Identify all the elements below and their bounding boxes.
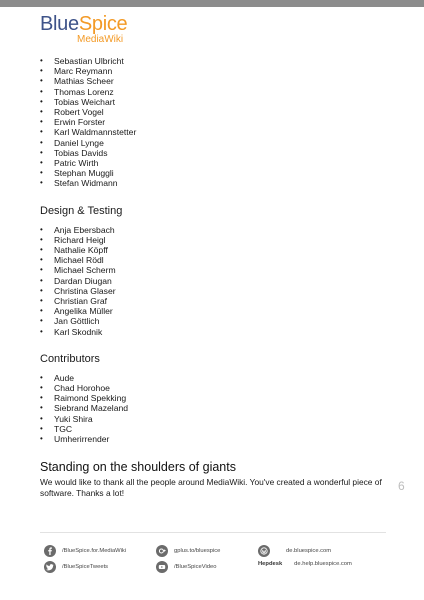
person-name: Christina Glaser (54, 285, 116, 296)
person-name: Karl Skodnik (54, 326, 103, 337)
list-item (40, 286, 390, 296)
list-item (40, 255, 390, 265)
person-name: Patric Wirth (54, 158, 99, 169)
giants-heading: Standing on the shoulders of giants (40, 460, 236, 475)
youtube-icon (156, 561, 168, 573)
list-item (40, 225, 390, 235)
person-name: Sebastian Ulbricht (54, 56, 124, 66)
design-testing-heading: Design & Testing (40, 204, 123, 217)
person-name: Siebrand Mazeland (54, 403, 129, 414)
helpdesk-label: Hepdesk (258, 561, 283, 567)
person-name: Daniel Lynge (54, 137, 104, 148)
bullet-marker: • (40, 178, 43, 188)
footer-gplus[interactable] (156, 545, 220, 557)
bullet-marker: • (40, 306, 43, 316)
person-name: Stefan Widmann (54, 178, 118, 189)
wordpress-icon (258, 545, 270, 557)
twitter-icon (44, 561, 56, 573)
facebook-icon (44, 545, 56, 557)
list-item (40, 327, 390, 337)
footer-helpdesk[interactable] (258, 561, 352, 567)
bullet-marker: • (40, 137, 43, 147)
person-name: Aude (54, 372, 75, 383)
bullet-marker: • (40, 86, 43, 96)
twitter-link[interactable]: /BlueSpiceTweets (62, 564, 109, 570)
helpdesk-link[interactable]: de.help.bluespice.com (294, 561, 352, 567)
footer (0, 540, 424, 580)
google-plus-icon (156, 545, 168, 557)
list-item (40, 393, 390, 403)
page-number: 6 (398, 479, 405, 493)
list-item (40, 127, 390, 137)
person-name: Anja Ebersbach (54, 224, 115, 235)
list-item (40, 414, 390, 424)
person-name: Nathalie Köpff (54, 245, 108, 256)
bullet-marker: • (40, 56, 43, 65)
bullet-marker: • (40, 285, 43, 295)
person-name: Thomas Lorenz (54, 86, 114, 97)
list-item (40, 276, 390, 286)
person-name: Erwin Forster (54, 117, 106, 128)
person-name: Dardan Diugan (54, 275, 112, 286)
youtube-link[interactable]: /BlueSpiceVideo (174, 564, 217, 570)
list-item (40, 148, 390, 158)
bullet-marker: • (40, 275, 43, 285)
logo-subtitle: MediaWiki (77, 34, 124, 45)
developers-list (40, 56, 390, 189)
bullet-marker: • (40, 66, 43, 76)
list-item (40, 383, 390, 393)
bullet-marker: • (40, 127, 43, 137)
list-item (40, 138, 390, 148)
design-testing-list (40, 225, 390, 337)
person-name: Mathias Scheer (54, 76, 114, 87)
list-item (40, 296, 390, 306)
footer-twitter[interactable] (44, 561, 108, 573)
person-name: Chad Horohoe (54, 383, 110, 394)
person-name: Tobias Weichart (54, 96, 115, 107)
footer-website[interactable] (258, 545, 331, 557)
bullet-marker: • (40, 147, 43, 157)
list-item (40, 403, 390, 413)
person-name: Tobias Davids (54, 147, 108, 158)
bullet-marker: • (40, 117, 43, 127)
list-item (40, 434, 390, 444)
list-item (40, 316, 390, 326)
person-name: Michael Scherm (54, 265, 116, 276)
list-item (40, 373, 390, 383)
bullet-marker: • (40, 224, 43, 234)
bullet-marker: • (40, 393, 43, 403)
bullet-marker: • (40, 423, 43, 433)
footer-facebook[interactable] (44, 545, 126, 557)
bullet-marker: • (40, 255, 43, 265)
list-item (40, 76, 390, 86)
bullet-marker: • (40, 76, 43, 86)
bullet-marker: • (40, 413, 43, 423)
list-item (40, 424, 390, 434)
bullet-marker: • (40, 168, 43, 178)
facebook-link[interactable]: /BlueSpice.for.MediaWiki (62, 548, 127, 554)
list-item (40, 306, 390, 316)
footer-divider (40, 532, 386, 533)
bullet-marker: • (40, 265, 43, 275)
bullet-marker: • (40, 296, 43, 306)
list-item (40, 66, 390, 76)
logo-spice: Spice (78, 13, 128, 35)
person-name: Richard Heigl (54, 234, 106, 245)
person-name: Yuki Shira (54, 413, 93, 424)
contributors-list (40, 373, 390, 444)
bullet-marker: • (40, 96, 43, 106)
list-item (40, 178, 390, 188)
website-link[interactable]: de.bluespice.com (286, 548, 332, 554)
list-item (40, 235, 390, 245)
bullet-marker: • (40, 234, 43, 244)
logo-wordmark (40, 14, 130, 34)
gplus-link[interactable]: gplus.to/bluespice (174, 548, 221, 554)
bullet-marker: • (40, 245, 43, 255)
person-name: Marc Reymann (54, 66, 113, 77)
person-name: Raimond Spekking (54, 393, 127, 404)
list-item (40, 56, 390, 66)
bullet-marker: • (40, 403, 43, 413)
bullet-marker: • (40, 158, 43, 168)
person-name: Stephan Muggli (54, 168, 114, 179)
footer-youtube[interactable] (156, 561, 216, 573)
list-item (40, 97, 390, 107)
bullet-marker: • (40, 326, 43, 336)
list-item (40, 87, 390, 97)
list-item (40, 158, 390, 168)
list-item (40, 168, 390, 178)
bluespice-logo (40, 14, 130, 46)
bullet-marker: • (40, 107, 43, 117)
person-name: Christian Graf (54, 296, 108, 307)
giants-text: We would like to thank all the people around MediaWiki. You've created a wonderful piece of software. Thanks a lot! (40, 477, 382, 498)
list-item (40, 265, 390, 275)
person-name: Karl Waldmannstetter (54, 127, 137, 138)
top-bar (0, 0, 424, 7)
bullet-marker: • (40, 372, 43, 382)
bullet-marker: • (40, 383, 43, 393)
person-name: Umherirrender (54, 434, 110, 445)
person-name: Jan Göttlich (54, 316, 100, 327)
list-item (40, 117, 390, 127)
bullet-marker: • (40, 434, 43, 444)
person-name: TGC (54, 423, 73, 434)
page-content (40, 56, 390, 498)
logo-blue: Blue (40, 13, 79, 35)
bullet-marker: • (40, 316, 43, 326)
person-name: Angelika Müller (54, 306, 113, 317)
contributors-heading: Contributors (40, 352, 100, 365)
person-name: Robert Vogel (54, 107, 104, 118)
person-name: Michael Rödl (54, 255, 104, 266)
list-item (40, 245, 390, 255)
list-item (40, 107, 390, 117)
